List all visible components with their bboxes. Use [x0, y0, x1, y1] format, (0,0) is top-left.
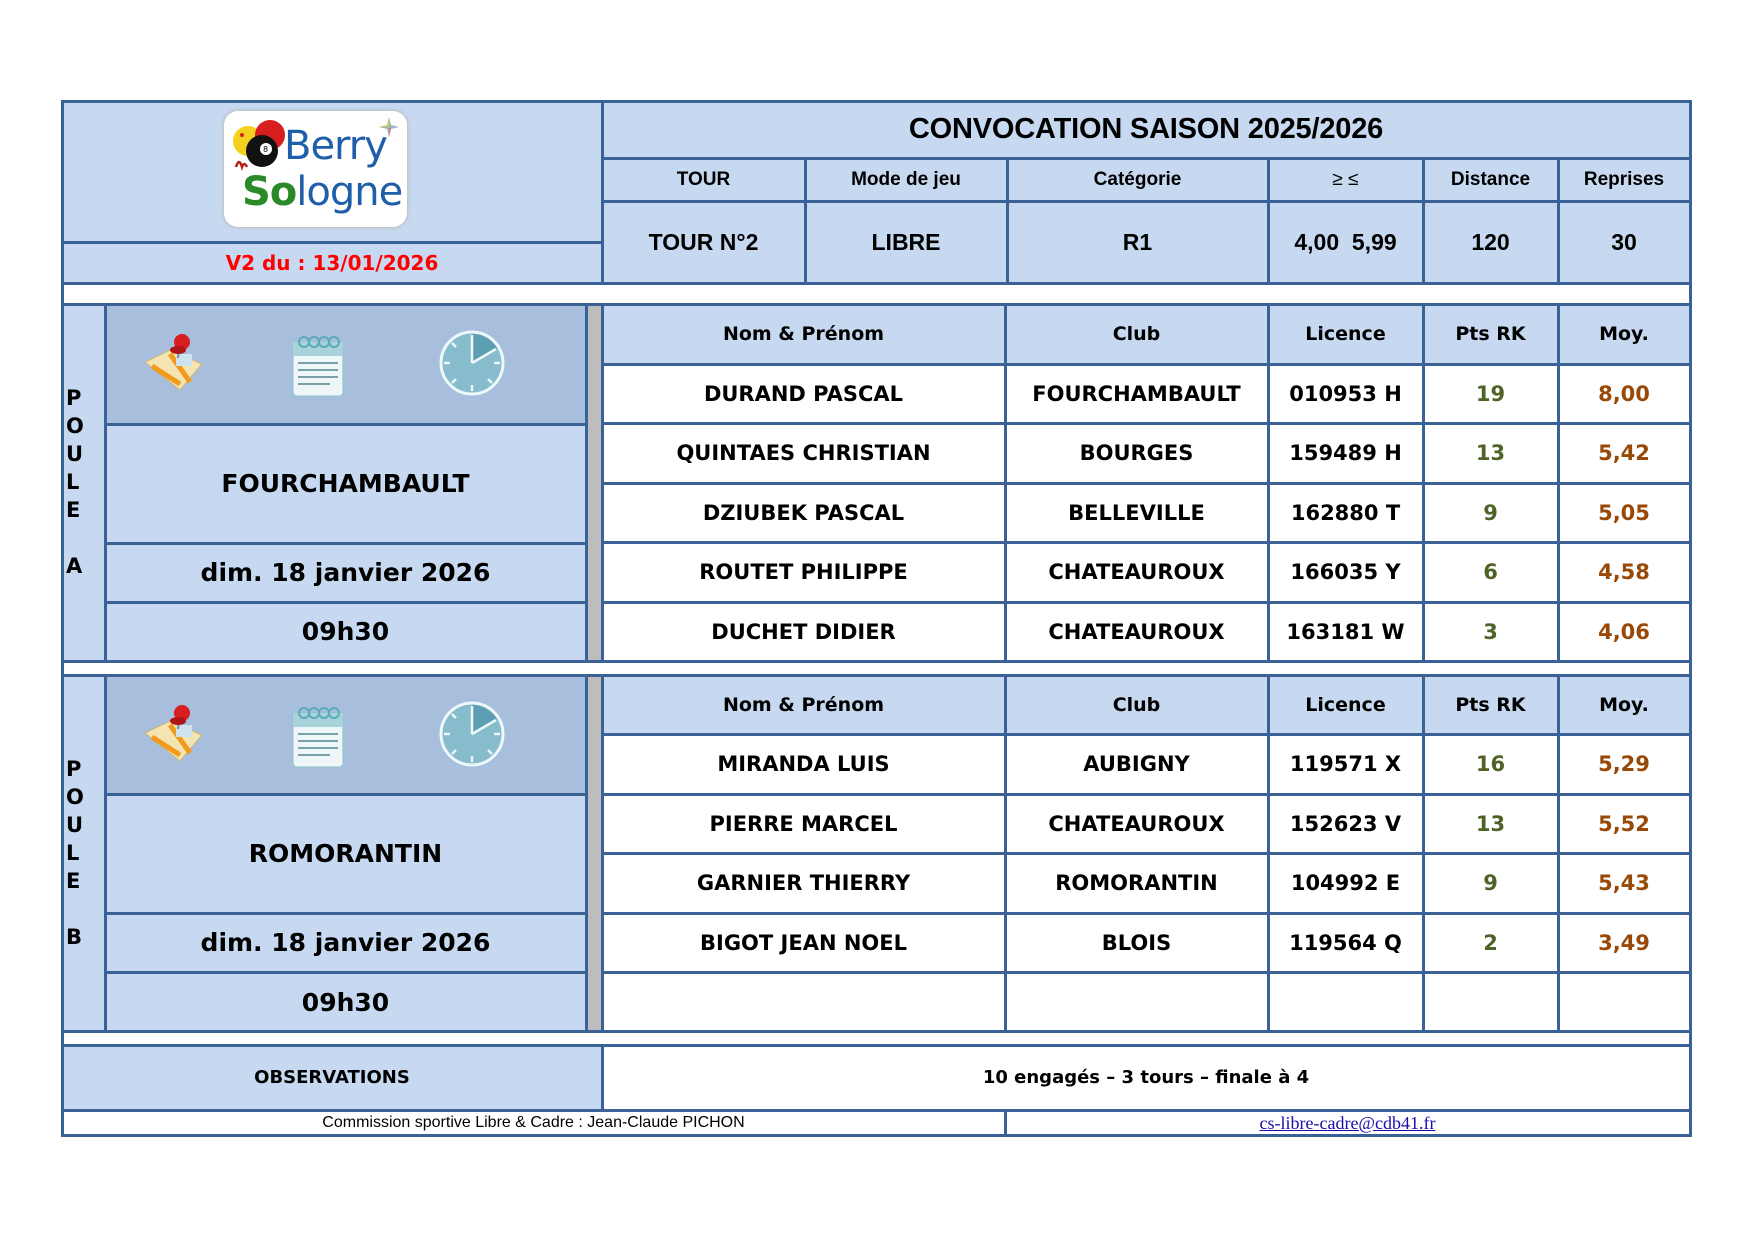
player-club: AUBIGNY: [1005, 734, 1268, 794]
border: [105, 542, 586, 545]
player-pts: 2: [1423, 913, 1558, 972]
poule-letter: B: [66, 925, 83, 949]
logo-line-sologne: [242, 169, 402, 215]
border: [602, 482, 1690, 485]
border: [1004, 1109, 1007, 1136]
player-moy: 5,43: [1558, 853, 1690, 913]
footer-email-cell: [1005, 1110, 1690, 1136]
player-name: PIERRE MARCEL: [602, 794, 1005, 853]
footer-email-link[interactable]: cs-libre-cadre@cdb41.fr: [1259, 1112, 1436, 1133]
poule-letter: E: [66, 869, 81, 893]
player-club: ROMORANTIN: [1005, 853, 1268, 913]
header-col-tour: TOUR: [602, 158, 805, 201]
header-col-distance: Distance: [1423, 158, 1558, 201]
header-col-categorie: Catégorie: [1007, 158, 1268, 201]
border: [804, 157, 807, 284]
poule-letter: L: [66, 470, 80, 494]
col-header-licence: Licence: [1268, 675, 1423, 734]
border: [62, 1109, 1690, 1112]
player-name: [602, 972, 1005, 1032]
player-licence: 152623 V: [1268, 794, 1423, 853]
border: [105, 423, 586, 426]
player-pts: 13: [1423, 423, 1558, 483]
border: [105, 912, 586, 915]
border: [602, 200, 1690, 203]
border: [104, 674, 107, 1032]
border: [62, 303, 1690, 306]
border: [602, 541, 1690, 544]
border: [62, 1030, 1690, 1033]
player-licence: 163181 W: [1268, 602, 1423, 661]
player-licence: 159489 H: [1268, 423, 1423, 483]
col-header-licence: Licence: [1268, 304, 1423, 364]
poule-letter: [66, 895, 102, 923]
border: [62, 241, 602, 244]
player-club: BELLEVILLE: [1005, 483, 1268, 542]
player-name: DURAND PASCAL: [602, 364, 1005, 423]
border: [62, 674, 1690, 677]
poule-time: 09h30: [105, 972, 586, 1032]
poule-letter: U: [66, 442, 84, 466]
border: [104, 303, 107, 661]
player-name: ROUTET PHILIPPE: [602, 542, 1005, 602]
observations-label: OBSERVATIONS: [62, 1045, 602, 1110]
version-date: V2 du : 13/01/2026: [225, 251, 439, 275]
col-header-pts: Pts RK: [1423, 675, 1558, 734]
player-moy: 3,49: [1558, 913, 1690, 972]
border: [602, 363, 1690, 366]
player-pts: 9: [1423, 853, 1558, 913]
header-val-tour: TOUR N°2: [602, 201, 805, 283]
player-moy: 8,00: [1558, 364, 1690, 423]
poule-letter: P: [66, 757, 82, 781]
player-pts: 6: [1423, 542, 1558, 602]
border: [602, 733, 1690, 736]
logo-line-berry: Berry: [284, 123, 387, 169]
poule-location: FOURCHAMBAULT: [105, 424, 586, 543]
border: [105, 793, 586, 796]
footer-commission: Commission sportive Libre & Cadre : Jean-Claude PICHON: [62, 1110, 1005, 1136]
player-licence: 162880 T: [1268, 483, 1423, 542]
poule-vertical-label: [62, 384, 102, 580]
border: [1267, 303, 1270, 661]
border: [601, 1044, 604, 1111]
poule-letter: E: [66, 498, 81, 522]
divider-bar: [586, 304, 602, 661]
border: [1557, 303, 1560, 661]
poule-time: 09h30: [105, 602, 586, 661]
player-moy: [1558, 972, 1690, 1032]
header-col-mode: Mode de jeu: [805, 158, 1007, 201]
player-licence: 119571 X: [1268, 734, 1423, 794]
svg-text:8: 8: [263, 145, 269, 154]
border: [1004, 674, 1007, 1032]
player-name: DUCHET DIDIER: [602, 602, 1005, 661]
border: [602, 912, 1690, 915]
logo: [224, 111, 407, 227]
border: [1004, 303, 1007, 661]
border: [61, 100, 1692, 103]
player-name: MIRANDA LUIS: [602, 734, 1005, 794]
player-club: CHATEAUROUX: [1005, 542, 1268, 602]
clock-icon: [438, 700, 506, 768]
player-club: CHATEAUROUX: [1005, 794, 1268, 853]
observations-text: 10 engagés – 3 tours – finale à 4: [602, 1045, 1690, 1110]
border: [105, 971, 586, 974]
map-pin-icon: [140, 332, 210, 394]
border: [602, 852, 1690, 855]
player-licence: 166035 Y: [1268, 542, 1423, 602]
header-val-distance: 120: [1423, 201, 1558, 283]
poule-letter: O: [66, 414, 84, 438]
border: [602, 601, 1690, 604]
col-header-club: Club: [1005, 675, 1268, 734]
border: [602, 422, 1690, 425]
border: [1422, 303, 1425, 661]
col-header-pts: Pts RK: [1423, 304, 1558, 364]
poule-letter: P: [66, 386, 82, 410]
border: [61, 100, 64, 1137]
border: [1557, 674, 1560, 1032]
header-col-reprises: Reprises: [1558, 158, 1690, 201]
player-pts: 13: [1423, 794, 1558, 853]
player-licence: 119564 Q: [1268, 913, 1423, 972]
header-col-range: ≥ ≤: [1268, 158, 1423, 201]
border: [602, 971, 1690, 974]
player-club: BOURGES: [1005, 423, 1268, 483]
col-header-name: Nom & Prénom: [602, 304, 1005, 364]
border: [62, 1044, 1690, 1047]
header-val-range: 4,00 5,99: [1268, 201, 1423, 283]
player-club: [1005, 972, 1268, 1032]
player-club: BLOIS: [1005, 913, 1268, 972]
border: [585, 674, 588, 1032]
player-pts: 3: [1423, 602, 1558, 661]
player-name: BIGOT JEAN NOEL: [602, 913, 1005, 972]
border: [1557, 157, 1560, 284]
border: [602, 793, 1690, 796]
header-val-reprises: 30: [1558, 201, 1690, 283]
border: [62, 282, 1690, 285]
player-moy: 4,06: [1558, 602, 1690, 661]
col-header-moy: Moy.: [1558, 675, 1690, 734]
player-licence: [1268, 972, 1423, 1032]
border: [61, 1134, 1692, 1137]
poule-letter: [66, 524, 102, 552]
poule-date: dim. 18 janvier 2026: [105, 543, 586, 602]
border: [1422, 157, 1425, 284]
logo-so: So: [242, 169, 297, 215]
border: [1006, 157, 1009, 284]
map-pin-icon: [140, 703, 210, 765]
poule-location: ROMORANTIN: [105, 794, 586, 913]
poule-letter: O: [66, 785, 84, 809]
player-pts: 19: [1423, 364, 1558, 423]
border: [62, 660, 1690, 663]
border: [1422, 674, 1425, 1032]
player-club: FOURCHAMBAULT: [1005, 364, 1268, 423]
col-header-club: Club: [1005, 304, 1268, 364]
player-moy: 5,29: [1558, 734, 1690, 794]
poule-vertical-label: [62, 755, 102, 951]
icons-row: [105, 304, 586, 424]
clock-icon: [438, 329, 506, 397]
page-title: CONVOCATION SAISON 2025/2026: [602, 101, 1690, 158]
calendar-icon: [290, 705, 346, 769]
logo-logne: logne: [296, 169, 403, 215]
border: [602, 157, 1690, 160]
border: [1267, 674, 1270, 1032]
player-name: QUINTAES CHRISTIAN: [602, 423, 1005, 483]
player-licence: 010953 H: [1268, 364, 1423, 423]
border: [585, 303, 588, 661]
border: [1689, 100, 1692, 1137]
player-name: DZIUBEK PASCAL: [602, 483, 1005, 542]
poule-letter: A: [66, 554, 83, 578]
player-pts: 16: [1423, 734, 1558, 794]
player-pts: [1423, 972, 1558, 1032]
player-moy: 5,05: [1558, 483, 1690, 542]
icons-row: [105, 675, 586, 794]
border: [105, 601, 586, 604]
divider-bar: [586, 675, 602, 1032]
header-val-categorie: R1: [1007, 201, 1268, 283]
player-pts: 9: [1423, 483, 1558, 542]
player-name: GARNIER THIERRY: [602, 853, 1005, 913]
calendar-icon: [290, 334, 346, 398]
poule-letter: L: [66, 841, 80, 865]
player-moy: 5,52: [1558, 794, 1690, 853]
player-club: CHATEAUROUX: [1005, 602, 1268, 661]
poule-letter: U: [66, 813, 84, 837]
player-moy: 4,58: [1558, 542, 1690, 602]
poule-date: dim. 18 janvier 2026: [105, 913, 586, 972]
player-licence: 104992 E: [1268, 853, 1423, 913]
border: [1267, 157, 1270, 284]
col-header-name: Nom & Prénom: [602, 675, 1005, 734]
col-header-moy: Moy.: [1558, 304, 1690, 364]
player-moy: 5,42: [1558, 423, 1690, 483]
border: [601, 100, 604, 284]
header-val-mode: LIBRE: [805, 201, 1007, 283]
